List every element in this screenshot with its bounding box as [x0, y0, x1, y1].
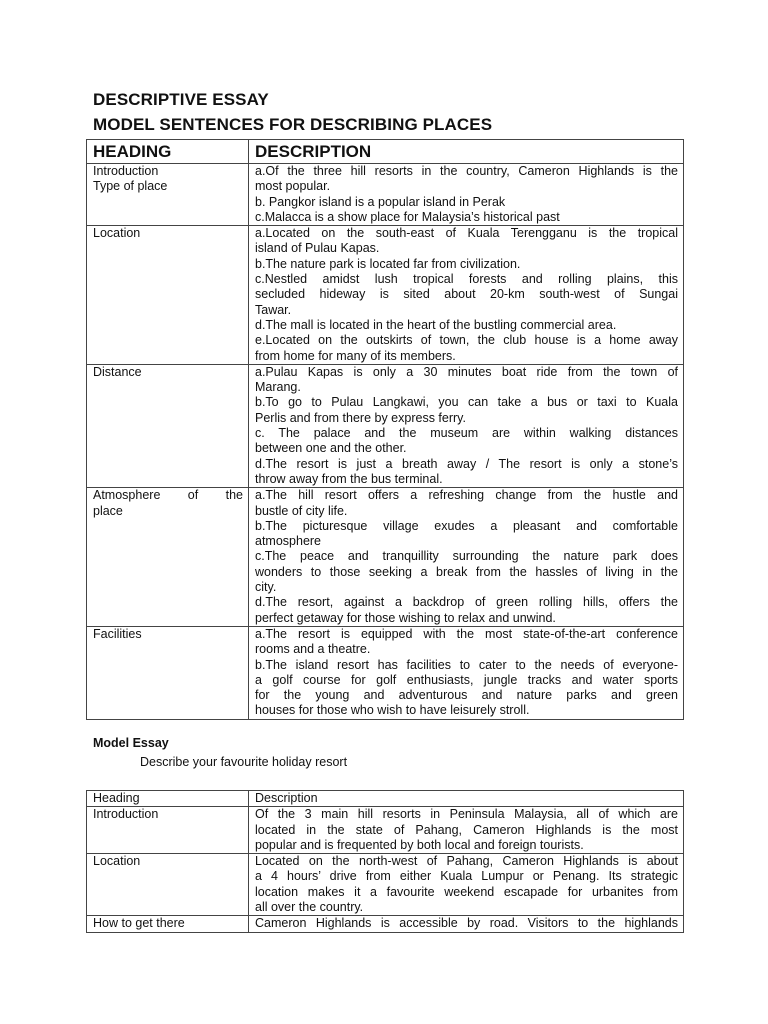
text-line: atmosphere [255, 534, 322, 549]
table-body [87, 164, 684, 720]
text-line: d.The resort is just a breath away / The resort is only a stone’s [255, 456, 678, 471]
table-header-row [87, 140, 684, 164]
text-line: Introduction [93, 807, 159, 822]
text-line: rooms and a theatre. [255, 642, 371, 657]
heading-column-header: Heading [87, 791, 249, 807]
heading-cell [87, 854, 249, 916]
table-row [87, 364, 684, 487]
text-line: a.The hill resort offers a refreshing change from the hustle and [255, 488, 678, 503]
text-line: Introduction [93, 164, 159, 178]
text-line: e.Located on the outskirts of town, the club house is a home away [255, 333, 678, 348]
text-line: Distance [93, 364, 142, 379]
description-cell [249, 226, 684, 365]
text-line: wonders to those seeking a break from the hassles of living in the [255, 564, 678, 579]
text-line: bustle of city life. [255, 503, 348, 518]
text-line: Location [93, 226, 141, 241]
model-essay-table [86, 790, 684, 933]
text-line: all over the country. [255, 900, 364, 915]
text-line: popular and is frequented by both local and foreign tourists. [255, 837, 584, 852]
page-subtitle: MODEL SENTENCES FOR DESCRIBING PLACES [93, 115, 493, 134]
heading-cell [87, 164, 249, 226]
text-line: Located on the north-west of Pahang, Cameron Highlands is about [255, 854, 678, 869]
text-line: Marang. [255, 380, 301, 395]
table-header-row [87, 791, 684, 807]
table-row [87, 488, 684, 627]
text-line: perfect getaway for those wishing to relax and unwind. [255, 610, 556, 625]
text-line: secluded hideway is sited about 20-km south-west of Sungai [255, 287, 678, 302]
table-body [87, 807, 684, 932]
text-line: c.Malacca is a show place for Malaysia’s historical past [255, 209, 560, 224]
text-line: a.Of the three hill resorts in the country, Cameron Highlands is the [255, 164, 678, 178]
heading-column-header: HEADING [87, 140, 249, 164]
table-row [87, 807, 684, 854]
model-sentences-table [86, 139, 684, 720]
text-line: location makes it a favourite weekend escapade for urbanites from [255, 884, 678, 899]
text-line: place [93, 503, 123, 518]
description-cell [249, 916, 684, 932]
table-row [87, 916, 684, 932]
text-line: b.The island resort has facilities to cater to the needs of everyone- [255, 657, 678, 672]
text-line: from home for many of its members. [255, 348, 456, 363]
model-essay-label: Model Essay [93, 736, 169, 750]
text-line: Facilities [93, 626, 142, 641]
description-column-header: Description [249, 791, 684, 807]
text-line: b.To go to Pulau Langkawi, you can take a bus or taxi to Kuala [255, 395, 678, 410]
text-line: Perlis and from there by express ferry. [255, 410, 466, 425]
text-line: for the young and adventurous and nature parks and green [255, 688, 678, 703]
text-line: a 4 hours’ drive from either Kuala Lumpur or Penang. Its strategic [255, 869, 678, 884]
heading-cell [87, 626, 249, 719]
description-cell [249, 364, 684, 487]
text-line: city. [255, 580, 277, 595]
text-line: located in the state of Pahang, Cameron Highlands is the most [255, 822, 678, 837]
text-line: throw away from the bus terminal. [255, 471, 443, 486]
description-cell [249, 164, 684, 226]
text-line: Atmosphere of the [93, 488, 243, 503]
text-line: houses for those who wish to have leisurely stroll. [255, 703, 530, 718]
heading-cell [87, 916, 249, 932]
text-line: d.The resort, against a backdrop of green rolling hills, offers the [255, 595, 678, 610]
description-cell [249, 488, 684, 627]
text-line: Cameron Highlands is accessible by road. Visitors to the highlands [255, 916, 678, 931]
description-column-header: DESCRIPTION [249, 140, 684, 164]
description-cell [249, 854, 684, 916]
heading-cell [87, 807, 249, 854]
essay-prompt: Describe your favourite holiday resort [140, 755, 348, 769]
heading-cell [87, 226, 249, 365]
description-cell [249, 626, 684, 719]
description-cell [249, 807, 684, 854]
text-line: b. Pangkor island is a popular island in Perak [255, 194, 506, 209]
text-line: c. The palace and the museum are within walking distances [255, 426, 678, 441]
text-line: island of Pulau Kapas. [255, 241, 380, 256]
text-line: a.Pulau Kapas is only a 30 minutes boat ride from the town of [255, 364, 678, 379]
text-line: Type of place [93, 179, 168, 194]
text-line: Tawar. [255, 302, 292, 317]
table-row [87, 626, 684, 719]
text-line: a.Located on the south-east of Kuala Terengganu is the tropical [255, 226, 678, 241]
table-row [87, 164, 684, 226]
page-title: DESCRIPTIVE ESSAY [93, 90, 269, 109]
heading-cell [87, 364, 249, 487]
text-line: Location [93, 854, 141, 869]
text-line: Of the 3 main hill resorts in Peninsula Malaysia, all of which are [255, 807, 678, 822]
text-line: d.The mall is located in the heart of the bustling commercial area. [255, 317, 617, 332]
text-line: c.Nestled amidst lush tropical forests and rolling plains, this [255, 272, 678, 287]
text-line: between one and the other. [255, 441, 407, 456]
text-line: b.The picturesque village exudes a pleasant and comfortable [255, 518, 678, 533]
table-row [87, 854, 684, 916]
text-line: a.The resort is equipped with the most state-of-the-art conference [255, 626, 678, 641]
text-line: most popular. [255, 179, 331, 194]
heading-cell [87, 488, 249, 627]
text-line: b.The nature park is located far from civilization. [255, 256, 521, 271]
text-line: a golf course for golf enthusiasts, jungle tracks and water sports [255, 672, 678, 687]
table-row [87, 226, 684, 365]
text-line: c.The peace and tranquillity surrounding the nature park does [255, 549, 678, 564]
text-line: How to get there [93, 916, 185, 931]
